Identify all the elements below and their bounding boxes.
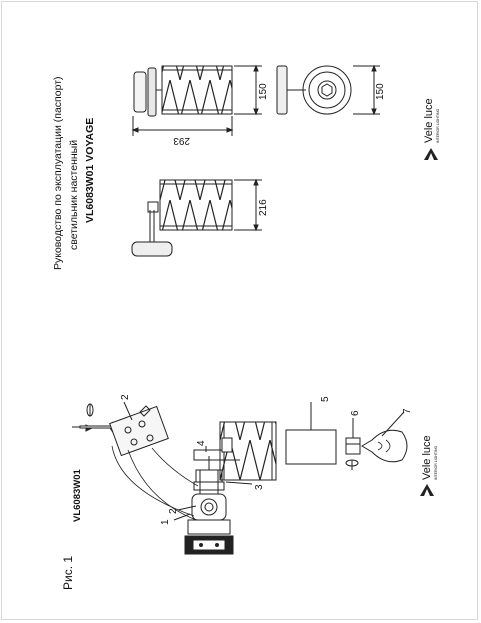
brand-name-bottom: Vele luce bbox=[421, 435, 433, 480]
dim-top-height: 216 bbox=[258, 199, 269, 216]
callout-1: 1 bbox=[160, 519, 171, 525]
lamp-front-view bbox=[133, 66, 232, 136]
title-line3: VL6083W01 VOYAGE bbox=[84, 117, 96, 223]
callout-2-lower: 2 bbox=[168, 508, 179, 514]
callout-2-upper: 2 bbox=[120, 394, 131, 400]
brand-tagline-top: INTERIOR LIGHTING bbox=[436, 108, 440, 143]
brand-tagline-bottom: INTERIOR LIGHTING bbox=[434, 445, 438, 480]
manual-title bbox=[52, 77, 96, 271]
assembly-diagram bbox=[72, 402, 407, 554]
lamp-top-view bbox=[132, 180, 262, 256]
callout-6: 6 bbox=[350, 410, 361, 416]
figure-label: Рис. 1 bbox=[61, 555, 75, 590]
brand-logo-top bbox=[424, 148, 438, 160]
dim-front-height: 150 bbox=[258, 83, 269, 100]
figure-model: VL6083W01 bbox=[72, 469, 83, 522]
lamp-side-view bbox=[277, 66, 380, 114]
callout-3: 3 bbox=[254, 484, 265, 490]
dim-width-total: 293 bbox=[173, 135, 190, 146]
brand-logo-bottom bbox=[420, 484, 434, 496]
brand-name-top: Vele luce bbox=[423, 98, 435, 143]
title-line1: Руководство по эксплуатации (паспорт) bbox=[52, 76, 64, 270]
title-line2: светильник настенный bbox=[68, 139, 80, 250]
dim-side-height: 150 bbox=[375, 83, 386, 100]
callout-7: 7 bbox=[402, 408, 413, 414]
callout-4: 4 bbox=[196, 440, 207, 446]
callout-5: 5 bbox=[320, 396, 331, 402]
